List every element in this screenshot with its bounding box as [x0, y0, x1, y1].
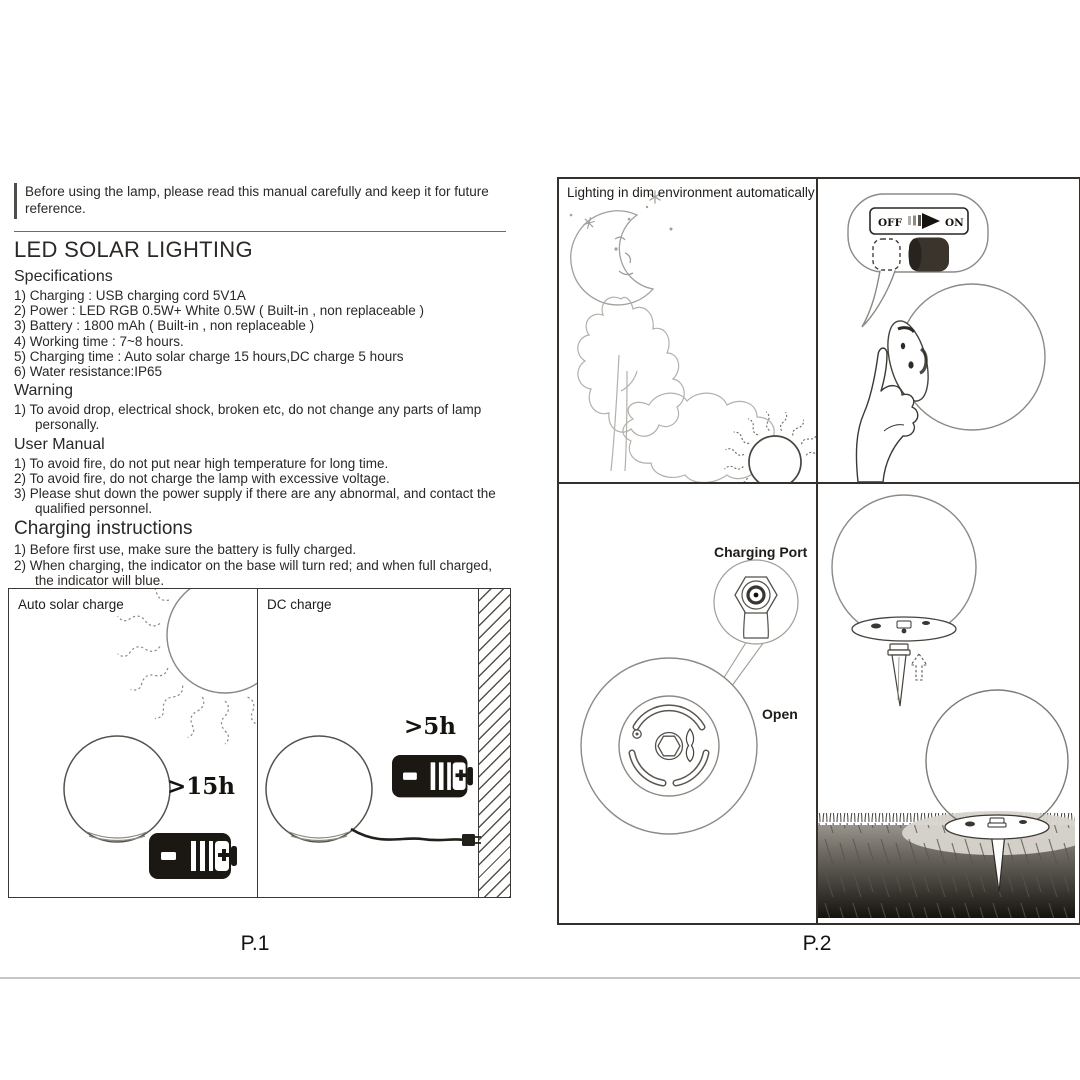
hex-nut-icon [658, 736, 680, 756]
page-fold-line [0, 977, 1080, 979]
spec-item: 2) Power : LED RGB 0.5W+ White 0.5W ( Built-in , non replaceable ) [14, 303, 425, 319]
intro-notice: Before using the lamp, please read this manual carefully and keep it for future reference. [14, 183, 511, 219]
page1-number: P.1 [240, 932, 270, 955]
charging-figure-box [8, 588, 511, 898]
auto-solar-charge-panel [9, 589, 258, 897]
dc-charge-duration: >5h [404, 713, 456, 740]
open-label: Open [762, 706, 798, 722]
user-manual-item: 2) To avoid fire, do not charge the lamp with excessive voltage. [14, 470, 390, 486]
page1-manual-text [14, 183, 511, 588]
spec-item: 3) Battery : 1800 mAh ( Built-in , non replaceable ) [14, 318, 315, 334]
dim-light-panel [559, 179, 818, 484]
moon-icon [571, 211, 653, 305]
ground-spike-icon [888, 644, 910, 706]
switch-off-label: OFF [878, 217, 903, 229]
charging-cable-icon [351, 829, 481, 846]
document-title: LED SOLAR LIGHTING [14, 237, 253, 262]
charging-item: 1) Before first use, make sure the battery is fully charged. [14, 542, 357, 558]
spec-item: 5) Charging time : Auto solar charge 15 hours,DC charge 5 hours [14, 348, 404, 364]
lamp-ball-icon [64, 736, 170, 842]
user-manual-item: 3) Please shut down the power supply if there are any abnormal, and contact the qualified personnel. [14, 486, 496, 517]
switch-legend [870, 208, 968, 234]
charging-instructions-heading: Charging instructions [14, 518, 193, 540]
auto-solar-illustration [9, 589, 257, 894]
dim-light-label: Lighting in dim environment automatically [567, 185, 815, 200]
battery-icon [149, 833, 237, 879]
user-manual-item: 1) To avoid fire, do not put near high temperature for long time. [14, 455, 389, 471]
switch-on-label: ON [945, 217, 964, 229]
spec-item: 1) Charging : USB charging cord 5V1A [14, 288, 246, 303]
zoom-circle [714, 560, 798, 644]
specifications-heading: Specifications [14, 268, 113, 285]
auto-solar-charge-label: Auto solar charge [18, 597, 124, 612]
charging-port-panel [559, 484, 818, 923]
spec-item: 6) Water resistance:IP65 [14, 364, 163, 380]
charging-port-label: Charging Port [714, 544, 808, 560]
lamp-ball-top [832, 495, 976, 641]
switch-knob-icon [909, 238, 950, 272]
switch-illustration [818, 179, 1075, 482]
warning-item: 1) To avoid drop, electrical shock, broken etc, do not change any parts of lamp personally. [14, 402, 482, 433]
insert-arrow-icon [911, 654, 927, 680]
sun-icon [117, 589, 257, 744]
dc-charge-label: DC charge [267, 597, 332, 612]
base-bottom-view [581, 658, 757, 834]
installation-panel [818, 484, 1079, 923]
page2-number: P.2 [802, 932, 832, 955]
installation-illustration [818, 484, 1075, 918]
dc-charge-panel [258, 589, 510, 897]
solar-charge-duration: >15h [167, 773, 236, 800]
dc-charge-illustration [258, 589, 508, 894]
warning-heading: Warning [14, 382, 73, 400]
battery-icon [392, 755, 473, 797]
lamp-ball-icon [266, 736, 372, 842]
spec-item: 4) Working time : 7~8 hours. [14, 333, 184, 349]
charging-item: 2) When charging, the indicator on the base will turn red; and when full charged, the indicator will blue. [14, 557, 493, 588]
power-switch-panel [818, 179, 1079, 484]
user-manual-heading: User Manual [14, 435, 105, 453]
tree-icon [578, 297, 684, 471]
night-scene-illustration [559, 179, 816, 482]
page2-figure-grid [557, 177, 1080, 925]
divider-rule [14, 231, 506, 232]
